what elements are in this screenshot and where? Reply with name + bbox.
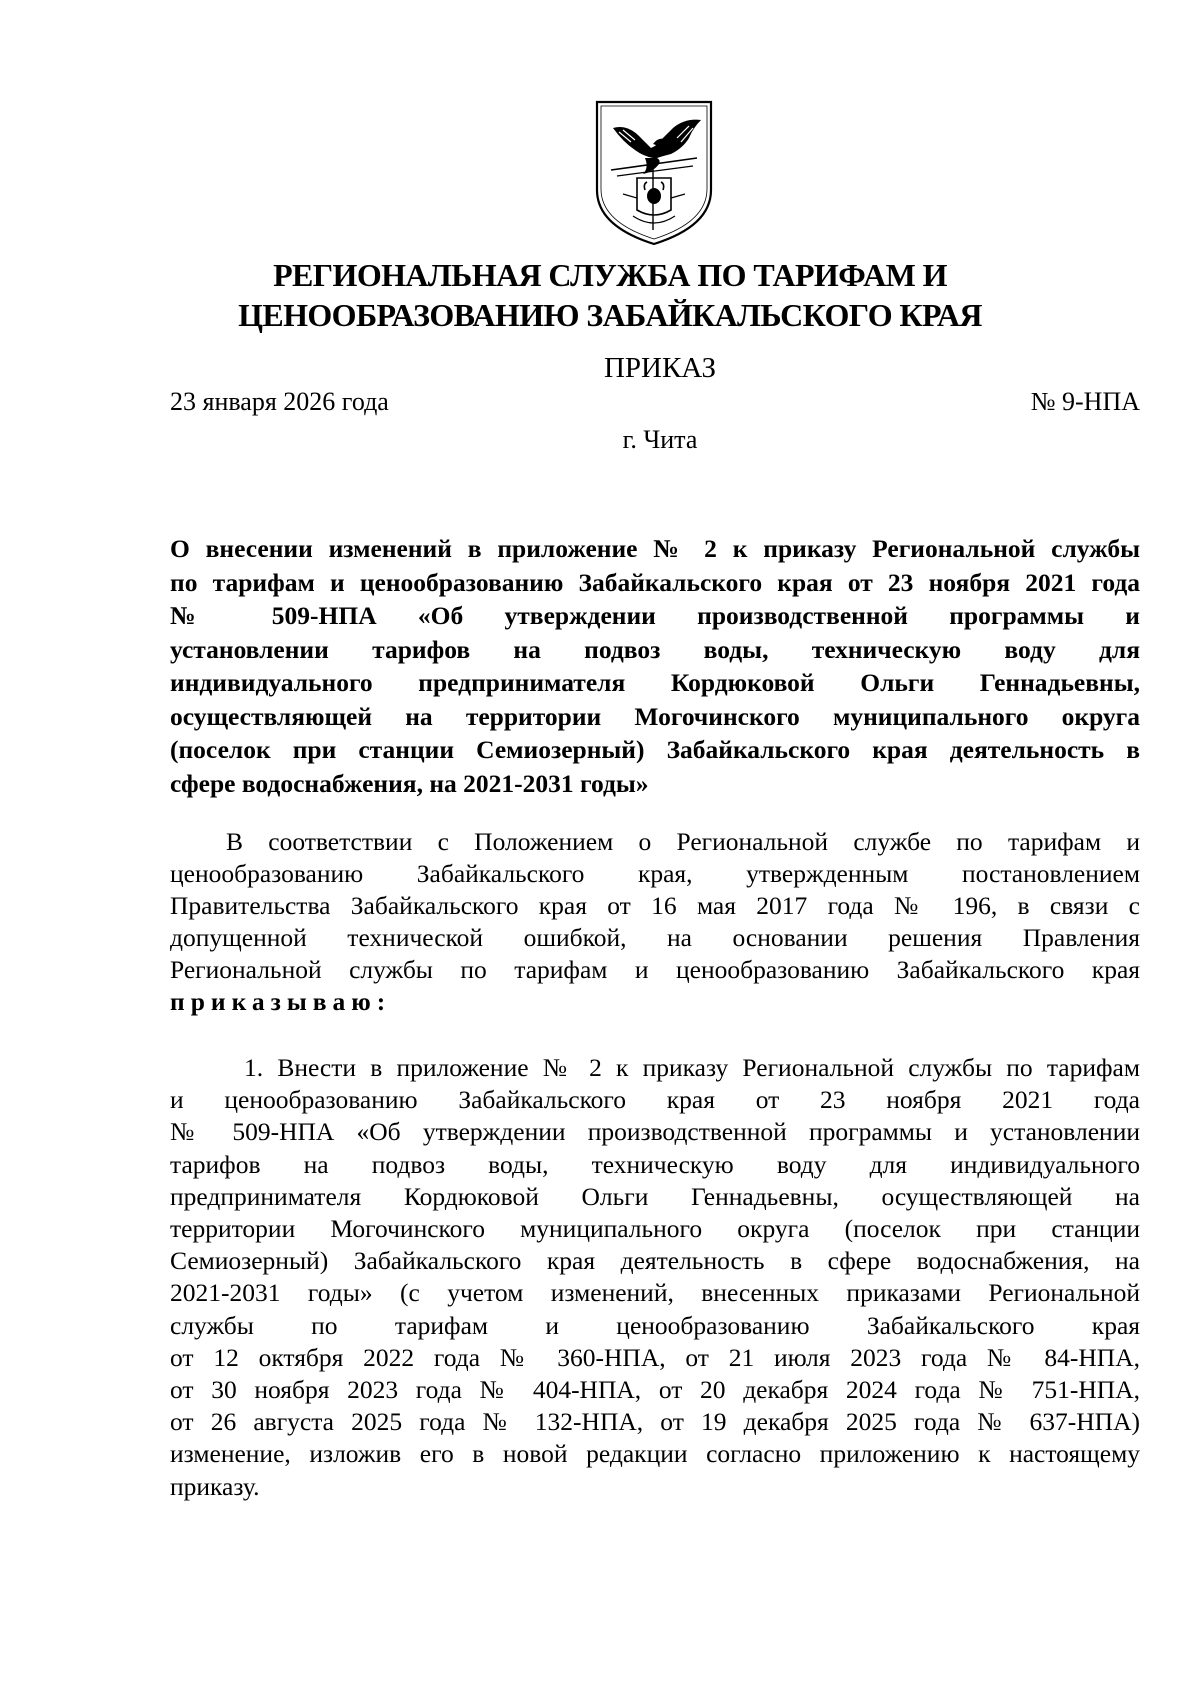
subject-line: сфере водоснабжения, на 2021-2031 годы» bbox=[170, 768, 649, 798]
document-city: г. Чита bbox=[622, 425, 698, 454]
subject-line: индивидуального предпринимателя Кордюковой Ольги Геннадьевны, bbox=[170, 668, 1140, 697]
clause-line: от 26 августа 2025 года № 132-НПА, от 19 декабря 2025 года № 637-НПА) bbox=[170, 1407, 1140, 1437]
clause-line: территории Могочинского муниципального округа (поселок при станции bbox=[170, 1214, 1140, 1244]
clause-line: от 30 ноября 2023 года № 404-НПА, от 20 декабря 2024 года № 751-НПА, bbox=[170, 1375, 1140, 1405]
clause-line: предпринимателя Кордюковой Ольги Геннадьевны, осуществляющей на bbox=[170, 1181, 1140, 1211]
clause-line: и ценообразованию Забайкальского края от 23 ноября 2021 года bbox=[170, 1085, 1140, 1115]
subject-line: установлении тарифов на подвоз воды, техническую воду для bbox=[170, 634, 1140, 664]
basis-line: ценообразованию Забайкальского края, утвержденным постановлением bbox=[170, 859, 1140, 888]
clause-line: Семиозерный) Забайкальского края деятельность в сфере водоснабжения, на bbox=[170, 1246, 1140, 1276]
basis-line: Правительства Забайкальского края от 16 мая 2017 года № 196, в связи с bbox=[170, 891, 1140, 920]
document-type: ПРИКАЗ bbox=[603, 352, 717, 384]
basis-paragraph bbox=[170, 826, 1140, 1018]
basis-line: Региональной службы по тарифам и ценообразованию Забайкальского края bbox=[170, 955, 1140, 984]
coat-of-arms-icon bbox=[593, 98, 715, 248]
clause-line: изменение, изложив его в новой редакции согласно приложению к настоящему bbox=[170, 1439, 1140, 1469]
clause-line: от 12 октября 2022 года № 360-НПА, от 21 июля 2023 года № 84-НПА, bbox=[170, 1342, 1140, 1372]
subject-line: осуществляющей на территории Могочинского муниципального округа bbox=[170, 701, 1140, 731]
clause-line: № 509-НПА «Об утверждении производственной программы и установлении bbox=[170, 1117, 1140, 1147]
clause-1 bbox=[170, 1052, 1140, 1503]
clause-line: 1. Внести в приложение № 2 к приказу Региональной службы по тарифам bbox=[244, 1053, 1140, 1082]
document-subject bbox=[170, 532, 1140, 800]
clause-line: 2021-2031 годы» (с учетом изменений, внесенных приказами Региональной bbox=[170, 1278, 1140, 1308]
organization-title-line-1: РЕГИОНАЛЬНАЯ СЛУЖБА ПО ТАРИФАМ И bbox=[273, 257, 947, 293]
subject-line: (поселок при станции Семиозерный) Забайкальского края деятельность в bbox=[170, 735, 1140, 764]
basis-line: допущенной технической ошибкой, на основании решения Правления bbox=[170, 923, 1140, 952]
clause-line: тарифов на подвоз воды, техническую воду для индивидуального bbox=[170, 1149, 1140, 1179]
subject-line: № 509-НПА «Об утверждении производственной программы и bbox=[170, 601, 1140, 630]
organization-title-line-2: ЦЕНООБРАЗОВАНИЮ ЗАБАЙКАЛЬСКОГО КРАЯ bbox=[238, 297, 982, 333]
subject-line: О внесении изменений в приложение № 2 к приказу Региональной службы bbox=[170, 534, 1140, 563]
orders-word: приказываю: bbox=[170, 987, 392, 1016]
document-number: № 9-НПА bbox=[1030, 387, 1140, 416]
clause-line: службы по тарифам и ценообразованию Забайкальского края bbox=[170, 1310, 1140, 1340]
basis-line: В соответствии с Положением о Региональной службе по тарифам и bbox=[226, 827, 1140, 856]
document-date: 23 января 2026 года bbox=[170, 387, 389, 416]
clause-line: приказу. bbox=[170, 1471, 260, 1501]
subject-line: по тарифам и ценообразованию Забайкальского края от 23 ноября 2021 года bbox=[170, 567, 1140, 597]
